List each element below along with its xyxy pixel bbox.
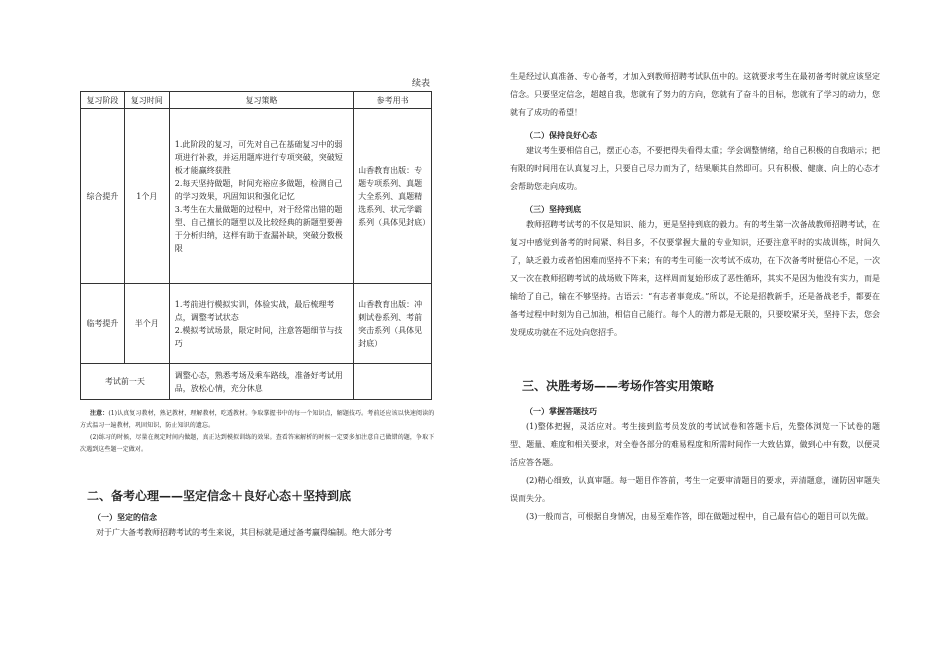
header-strategy: 复习策略: [169, 92, 353, 109]
paragraph-tips: [510, 418, 880, 526]
strategy-item: 3.考生在大量做题的过程中，对于经常出错的题型、自己擅长的题型以及比较经典的新题型要善于分析归纳，这样有助于查漏补缺，突破分数极限: [174, 204, 343, 253]
cell-strategy: 调整心态，熟悉考场及乘车路线，准备好考试用品，放松心情，充分休息: [169, 364, 353, 400]
note-item: (2)练习的时候，尽量在规定时间内做题，真正达到模拟训练的效果。查看答案解析的时候一定要多加注意自己做错的题，争取下次遇到这些题一定做对。: [80, 434, 435, 453]
cell-stage: 临考提升: [81, 284, 125, 364]
header-time: 复习时间: [124, 92, 169, 109]
paragraph-attitude: [510, 142, 880, 196]
notes-label: 注意：: [90, 410, 109, 417]
review-plan-table: [80, 91, 432, 400]
subsection-title-attitude: （二）保持良好心态: [525, 131, 597, 140]
subsection-title-belief: （一）坚定的信念: [93, 513, 157, 522]
cell-time: 1个月: [124, 109, 169, 284]
header-stage: 复习阶段: [81, 92, 125, 109]
tip-item: (3)一般而言，可根据自身情况，由易至难作答，即在做题过程中，自己最有信心的题目可以先做。: [526, 512, 874, 521]
paragraph-text: 建议考生要相信自己，摆正心态，不要把得失看得太重；学会调整情绪，给自己积极的自我暗示；把有限的时间用在认真复习上，只要自己尽力而为了，结果顺其自然即可。只有积极、健康、向上的心态才会帮助您走向成功。: [510, 146, 880, 191]
note-text: (1)认真复习教材，熟记教材，理解教材，吃透教材。争取掌握书中的每一个知识点，解题技巧。考前还应该以快速阅读的方式温习一遍教材，巩固知识，防止知识的遗忘。: [80, 410, 435, 429]
section-title-exam: 三、决胜考场——考场作答实用策略: [522, 379, 715, 393]
cell-books-empty: [354, 364, 432, 400]
strategy-item: 2.模拟考试场景，限定时间，注意答题细节与技巧: [174, 325, 343, 348]
cell-time: 半个月: [124, 284, 169, 364]
subsection-title-tips: （一）掌握答题技巧: [525, 407, 597, 416]
table-header-row: [81, 92, 432, 109]
strategy-item: 2.每天坚持做题，时间充裕应多做题，检测自己的学习效果，巩固知识和强化记忆: [174, 178, 343, 201]
tip-item: (2)精心细致，认真审题。每一题目作答前，考生一定要审清题目的要求，弄清题意，谨防因审题失误而失分。: [510, 476, 880, 503]
paragraph-text: 对于广大备考教师招聘考试的考生来说，其目标就是通过备考赢得编制。绝大部分考: [96, 528, 392, 537]
paragraph-text: 生是经过认真准备、专心备考，才加入到教师招聘考试队伍中的。这就要求考生在最初备考时就应该坚定信念。只要坚定信念，超越自我，您就有了努力的方向，您就有了奋斗的目标，您就有了学习的动力，您就有了成功的希望！: [510, 72, 880, 117]
cell-books: 山香教育出版：专题专项系列、真题大全系列、真题精选系列、状元学霸系列（具体见封底）: [354, 109, 432, 284]
notes-block: [80, 408, 436, 456]
cell-books: 山香教育出版：冲刺试卷系列、考前突击系列（具体见封底）: [354, 284, 432, 364]
strategy-item: 1.此阶段的复习，可先对自己在基础复习中的弱项进行补救，并运用题库进行专项突破，突破短板才能赢终获胜: [174, 139, 343, 175]
cell-stage: 综合提升: [81, 109, 125, 284]
subsection-title-persist: （三）坚持到底: [525, 205, 581, 214]
section-title-mindset: 二、备考心理——坚定信念＋良好心态＋坚持到底: [87, 489, 352, 503]
strategy-item: 1.考前进行模拟实训，体验实战，最后梳理考点，调整考试状态: [174, 299, 335, 322]
table-row: [81, 284, 432, 364]
paragraph-belief-cont: [510, 68, 880, 122]
cell-strategy: [169, 109, 353, 284]
tip-item: (1)整体把握，灵活应对。考生接到监考员发放的考试试卷和答题卡后，先整体浏览一下试卷的题型、题量、难度和相关要求，对全卷各部分的难易程度和所需时间作一大致估算，做到心中有数，以便灵活应答各题。: [510, 422, 880, 467]
cell-stage: 考试前一天: [81, 364, 170, 400]
note-item: [80, 408, 436, 432]
table-row: [81, 364, 432, 400]
paragraph-persist: [510, 216, 880, 342]
paragraph-belief: [80, 524, 436, 542]
paragraph-text: 教师招聘考试考的不仅是知识、能力，更是坚持到底的毅力。有的考生第一次备战教师招聘考试，在复习中感觉到备考的时间紧、科目多，不仅要掌握大量的专业知识，还要注意平时的实战训练，时间久了，缺乏毅力或者怕困难而坚持不下来；有的考生可能一次考试不成功，在下次备考时便信心不足，一次又一次在教师招聘考试的战场败下阵来，这样周而复始形成了恶性循环，其实不是因为他没有实力，而是输给了自己，输在不够坚持。古语云：“有志者事竟成。”所以，不论是招教新手，还是备战老手，都要在备考过程中时刻为自己加油，相信自己能行。每个人的潜力都是无限的，只要咬紧牙关，坚持下去，您会发现成功就在不远处向您招手。: [510, 220, 880, 337]
table-caption: 续表: [412, 79, 431, 89]
header-books: 参考用书: [354, 92, 432, 109]
table-row: [81, 109, 432, 284]
cell-strategy: [169, 284, 353, 364]
